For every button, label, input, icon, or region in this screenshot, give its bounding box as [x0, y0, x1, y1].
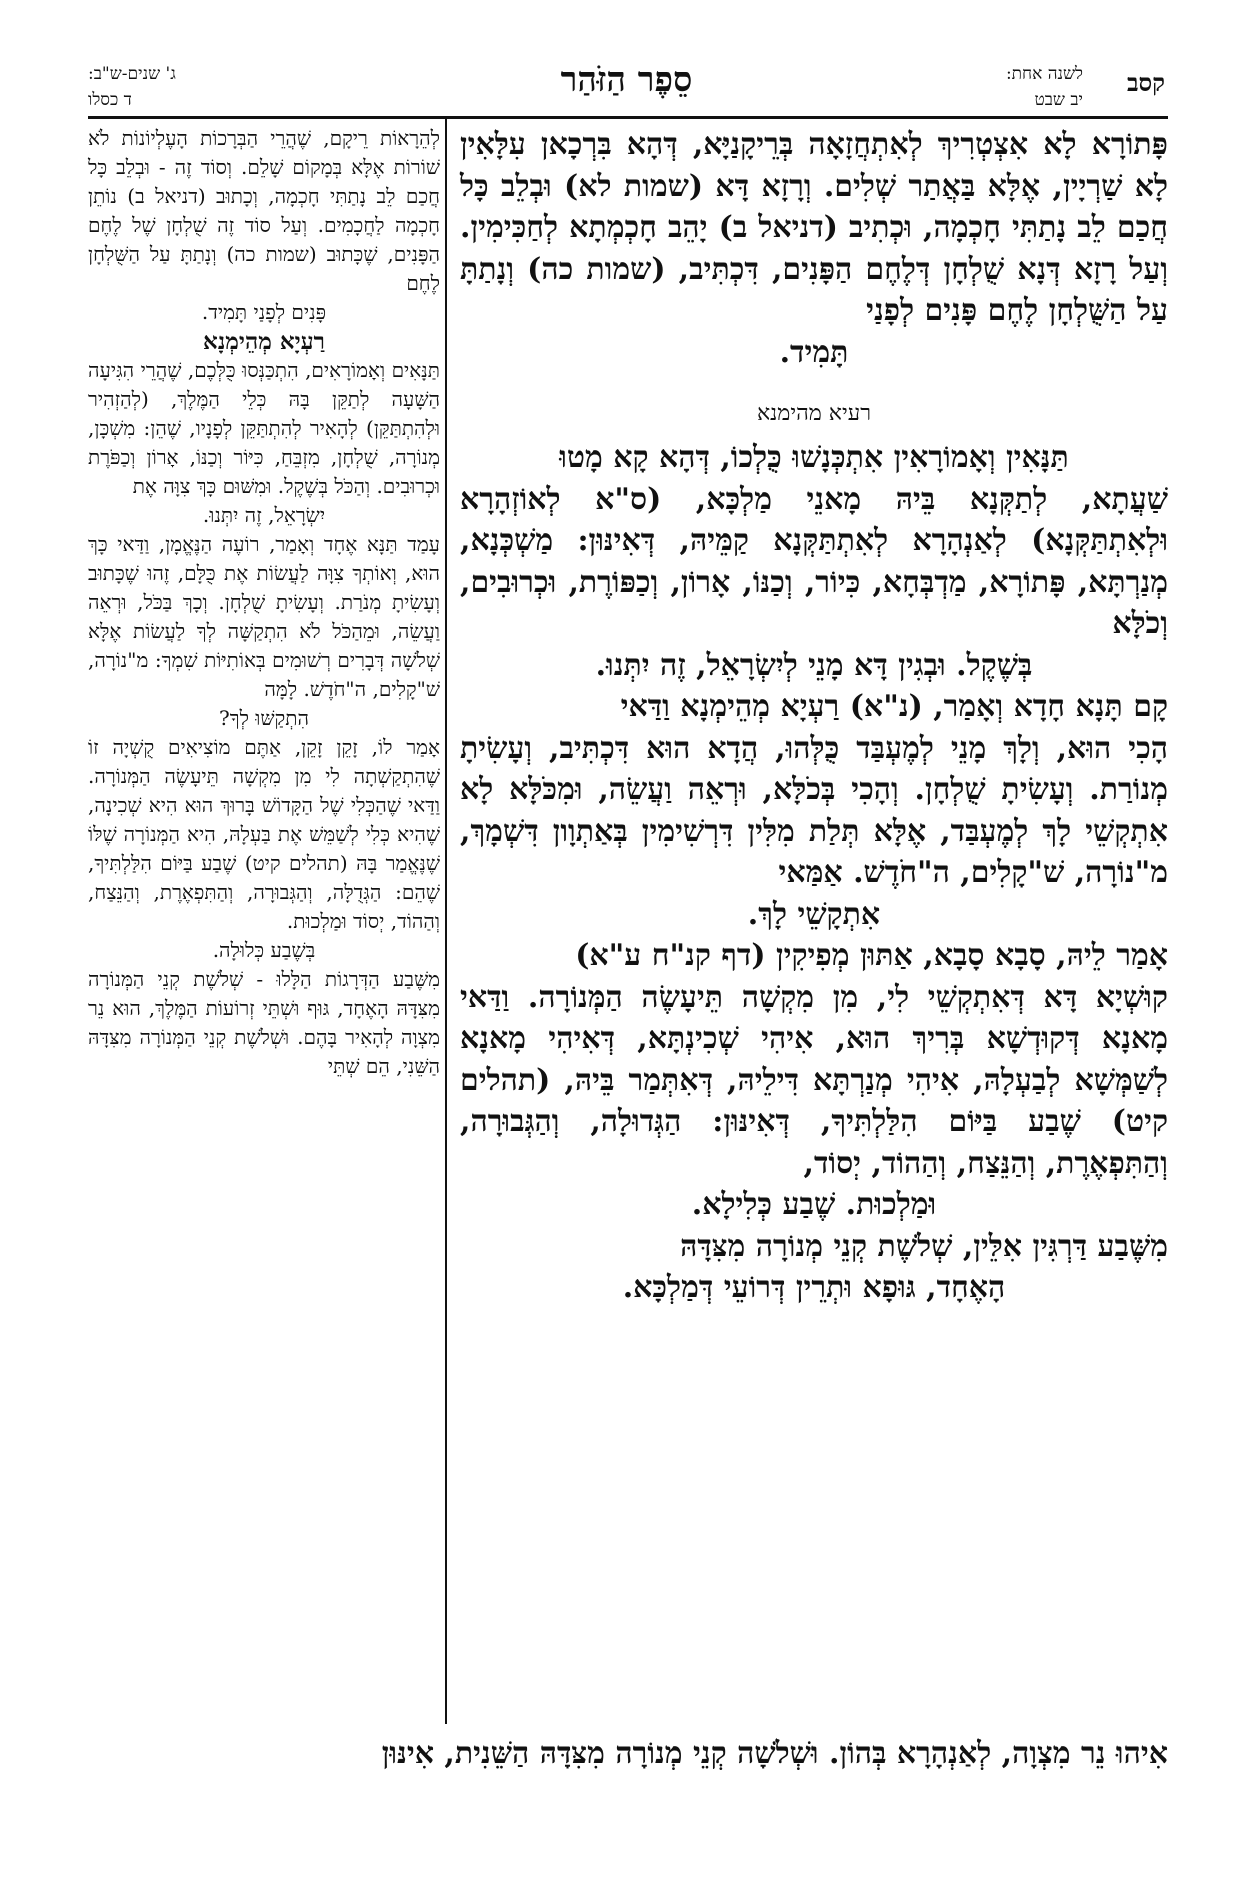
schedule-three-years-date: ד כסלו: [88, 90, 132, 110]
side-paragraph-4-end: בְּשֶׁבַע כְּלוּלָה.: [212, 938, 316, 962]
side-paragraph-1-end: פָּנִים לְפָנַי תָּמִיד.: [201, 300, 327, 324]
main-paragraph-8-end: הָאֶחָד, גּוּפָא וּתְרֵין דְּרוֹעֵי דְּמַלְכָּא.: [622, 1270, 1006, 1305]
book-title: סֵפֶר הַזֹּהַר: [560, 60, 693, 100]
main-paragraph-4: קָם תָּנָא חָדָא וְאָמַר, (נ"א) רַעְיָא מְהֵימְנָא וַדַּאי: [620, 689, 1168, 724]
schedule-one-year-date: יב שבט: [1034, 90, 1083, 110]
main-paragraph-8: מִשֶּׁבַע דַּרְגִּין אִלֵּין, שְׁלֹשֶׁת קְנֵי מְנוֹרָה מִצִּדָּהּ: [680, 1228, 1168, 1264]
side-paragraph-3-end: הִתְקַשּׁוּ לְךָ?: [219, 706, 309, 730]
schedule-one-year: לשנה אחת:: [1005, 64, 1083, 84]
schedule-three-years: ג' שנים-ש"ב:: [88, 64, 176, 84]
hebrew-translation-column: [88, 124, 440, 1081]
main-paragraph-1: פָּתוֹרָא לָא אִצְטְרִיךְ לְאִתְחֲזָאָה בְּרֵיקָנַיָּא, דְּהָא בִּרְכָאן עִלָּאִין לָא שַׁרְיָין, אֶלָּא בַּאֲתַר שְׁלִים. וְרָזָא דָּא (שמות לא) וּבְלֵב כָּל חֲכַם לֵב נָתַתִּי חָכְמָה, וּכְתִיב (דניאל ב) יָהֵב חָכְמְתָא לְחַכִּימִין. וְעַל רָזָא דְּנָא שֻׁלְחָן דְּלֶחֶם הַפָּנִים, דִּכְתִּיב, (שמות כה) וְנָתַתָּ עַל הַשֻּׁלְחָן לֶחֶם פָּנִים לְפָנַי: [460, 127, 1168, 328]
main-paragraph-2: תַּנָּאִין וְאָמוֹרָאִין אִתְכְּנָשׁוּ כֻּלְכוֹ, דְּהָא קָא מָטוּ: [559, 440, 1069, 475]
main-paragraph-7: קוּשְׁיָא דָּא דְּאִתְקְשֵׁי לִי, מִן מִקְשָׁה תֵּיעָשֶׂה הַמְּנוֹרָה. וַדַּאי מָאנָא דְּקוּדְשָׁא בְּרִיךְ הוּא, אִיהִי שְׁכִינְתָּא, דְּאִיהִי מָאנָא לְשַׁמְּשָׁא לְבַעְלָהּ, אִיהִי מְנַרְתָּא דִּילֵיהּ, דְּאִתְּמַר בֵּיהּ, (תהלים קיט) שֶׁבַע בַּיּוֹם הִלַּלְתִּיךָ, דְּאִינּוּן: הַגְּדוּלָה, וְהַגְּבוּרָה, וְהַתִּפְאֶרֶת, וְהַנֵּצַח, וְהַהוֹד, יְסוֹד,: [460, 979, 1168, 1181]
main-paragraph-5: הָכִי הוּא, וְלָךְ מָנֵי לְמֶעְבַּד כֻּלְּהוּ, הֲדָא הוּא דִּכְתִּיב, וְעָשִׂיתָ מְנוֹרַת. וְעָשִׂיתָ שֻׁלְחָן. וְהָכִי בְּכֹלָּא, וּרְאֵה וַעֲשֵׂה, וּמִכֹּלָּא לָא אִתְקְשֵׁי לָךְ לְמֶעְבַּד, אֶלָּא תְּלַת מִלִּין דִּרְשִׁימִין בְּאַתְוָון דִּשְׁמָךְ, מ"נוֹרָה, שׁ"קָלִים, ה"חֹדֶשׁ. אַמַּאי: [460, 730, 1168, 890]
side-paragraph-2-end: יִשְׂרָאֵל, זֶה יִתְּנוּ.: [202, 503, 326, 527]
side-paragraph-4: אָמַר לוֹ, זָקֵן זָקֵן, אַתֶּם מוֹצִיאִים קֻשְׁיָה זוֹ שֶׁהִתְקַשְׁתָה לִי מִן מִקְשָׁה תֵּיעָשֶׂה הַמְּנוֹרָה. וַדַּאי שֶׁהַכְּלִי שֶׁל הַקָּדוֹשׁ בָּרוּךְ הוּא הִיא שְׁכִינָה, שֶׁהִיא כְּלִי לְשַׁמֵּשׁ אֶת בַּעְלָהּ, הִיא הַמְּנוֹרָה שֶׁלּוֹ שֶׁנֶּאֱמַר בָּהּ (תהלים קיט) שֶׁבַע בַּיּוֹם הִלַּלְתִּיךָ, שֶׁהֵם: הַגְּדֻלָּה, וְהַגְּבוּרָה, וְהַתִּפְאֶרֶת, וְהַנֵּצַח, וְהַהוֹד, יְסוֹד וּמַלְכוּת.: [88, 735, 441, 933]
main-paragraph-1-end: תָּמִיד.: [779, 334, 849, 370]
page-header: [0, 58, 1253, 122]
page-number: קסב: [1126, 68, 1165, 97]
main-paragraph-7-end: וּמַלְכוּת. שֶׁבַע כְּלִילָא.: [691, 1187, 937, 1222]
main-paragraph-6: אָמַר לֵיהּ, סָבָא סָבָא, אַתּוּן מְפִיקִין (דף קנ"ח ע"א): [575, 938, 1168, 973]
aramaic-column: [460, 124, 1168, 1309]
side-heading: רַעְיָא מְהֵימְנָא: [203, 328, 325, 355]
main-paragraph-3-end: בְּשֶׁקֶל. וּבְגִין דָּא מָנֵי לְיִשְׂרָאֵל, זֶה יִתְּנוּ.: [595, 647, 1033, 683]
side-paragraph-2: תַּנָּאִים וְאָמוֹרָאִים, הִתְכַּנְּסוּ כֻּלְּכֶם, שֶׁהֲרֵי הִגִּיעָה הַשָּׁעָה לְתַקֵּן בָּהּ כְּלֵי הַמֶּלֶךְ, (לְהַזְהִיר וּלְהִתְתַּקֵּן) לְהָאִיר לְהִתְתַּקֵּן לְפָנָיו, שֶׁהֵן: מִשְׁכָּן, מְנוֹרָה, שֻׁלְחָן, מִזְבֵּחַ, כִּיּוֹר וְכַנּוֹ, אָרוֹן וְכַפֹּרֶת וּכְרוּבִים. וְהַכֹּל בְּשֶׁקֶל. וּמִשּׁוּם כָּךְ צִוָּה אֶת: [88, 358, 440, 498]
side-paragraph-1: לְהֵרָאוֹת רֵיקָם, שֶׁהֲרֵי הַבְּרָכוֹת הָעֶלְיוֹנוֹת לֹא שׁוֹרוֹת אֶלָּא בְּמָקוֹם שָׁלֵם. וְסוֹד זֶה - וּבְלֵב כָּל חֲכַם לֵב נָתַתִּי חָכְמָה, וְכָתוּב (דניאל ב) נוֹתֵן חָכְמָה לַחֲכָמִים. וְעַל סוֹד זֶה שֻׁלְחָן שֶׁל לֶחֶם הַפָּנִים, שֶׁכָּתוּב (שמות כה) וְנָתַתָּ עַל הַשֻּׁלְחָן לֶחֶם: [88, 126, 440, 295]
header-divider: [88, 116, 1168, 119]
column-divider: [445, 119, 447, 1724]
main-paragraph-5-end: אִתְקָשֵׁי לָךְ.: [747, 896, 881, 932]
main-paragraph-3: שַׁעֲתָא, לְתַקְּנָא בֵּיהּ מָאנֵי מַלְכָּא, (ס"א לְאוֹזְהָרָא וּלְאִתְתַּקְּנָא) לְאַנְהָרָא לְאִתְתַּקְּנָא קַמֵּיהּ, דְּאִינּוּן: מַשְׁכְּנָא, מְנַרְתָּא, פָּתוֹרָא, מַדְבְּחָא, כִּיוֹר, וְכַנּוֹ, אָרוֹן, וְכַפּוֹרֶת, וּכְרוּבִים, וְכֹלָּא: [460, 481, 1168, 641]
side-paragraph-3: עָמַד תַּנָּא אֶחָד וְאָמַר, רוֹעֶה הַנֶּאֱמָן, וַדַּאי כָּךְ הוּא, וְאוֹתְךָ צִוָּה לַעֲשׂוֹת אֶת כֻּלָּם, זֶהוּ שֶׁכָּתוּב וְעָשִׂיתָ מְנֹרַת. וְעָשִׂיתָ שֻׁלְחָן. וְכָךְ בַּכֹּל, וּרְאֵה וַעֲשֵׂה, וּמֵהַכֹּל לֹא הִתְקַשָּׁה לְךָ לַעֲשׂוֹת אֶלָּא שְׁלֹשָׁה דְּבָרִים רְשׁוּמִים בְּאוֹתִיּוֹת שִׁמְךָ: מ"נוֹרָה, שׁ"קָלִים, ה"חֹדֶשׁ. לָמָּה: [88, 532, 440, 701]
side-paragraph-5: מִשֶּׁבַע הַדְּרָגוֹת הַלָּלוּ - שְׁלֹשֶׁת קְנֵי הַמְּנוֹרָה מִצִּדָּהּ הָאֶחָד, גּוּף וּשְׁתֵּי זְרוֹעוֹת הַמֶּלֶךְ, הוּא נֵר מִצְוָה לְהָאִיר בָּהֶם. וּשְׁלֹשֶׁת קְנֵי הַמְּנוֹרָה מִצִּדָּהּ הַשֵּׁנִי, הֵם שְׁתֵּי: [88, 967, 440, 1078]
raaya-mehemna-heading: רעיא מהימנא: [756, 401, 872, 426]
bottom-line: אִיהוּ נֵר מִצְוָה, לְאַנְהָרָא בְּהוֹן. וּשְׁלֹשָׁה קְנֵי מְנוֹרָה מִצִּדָּהּ הַשֵּׁנִית, אִינּוּן: [381, 1736, 1168, 1771]
